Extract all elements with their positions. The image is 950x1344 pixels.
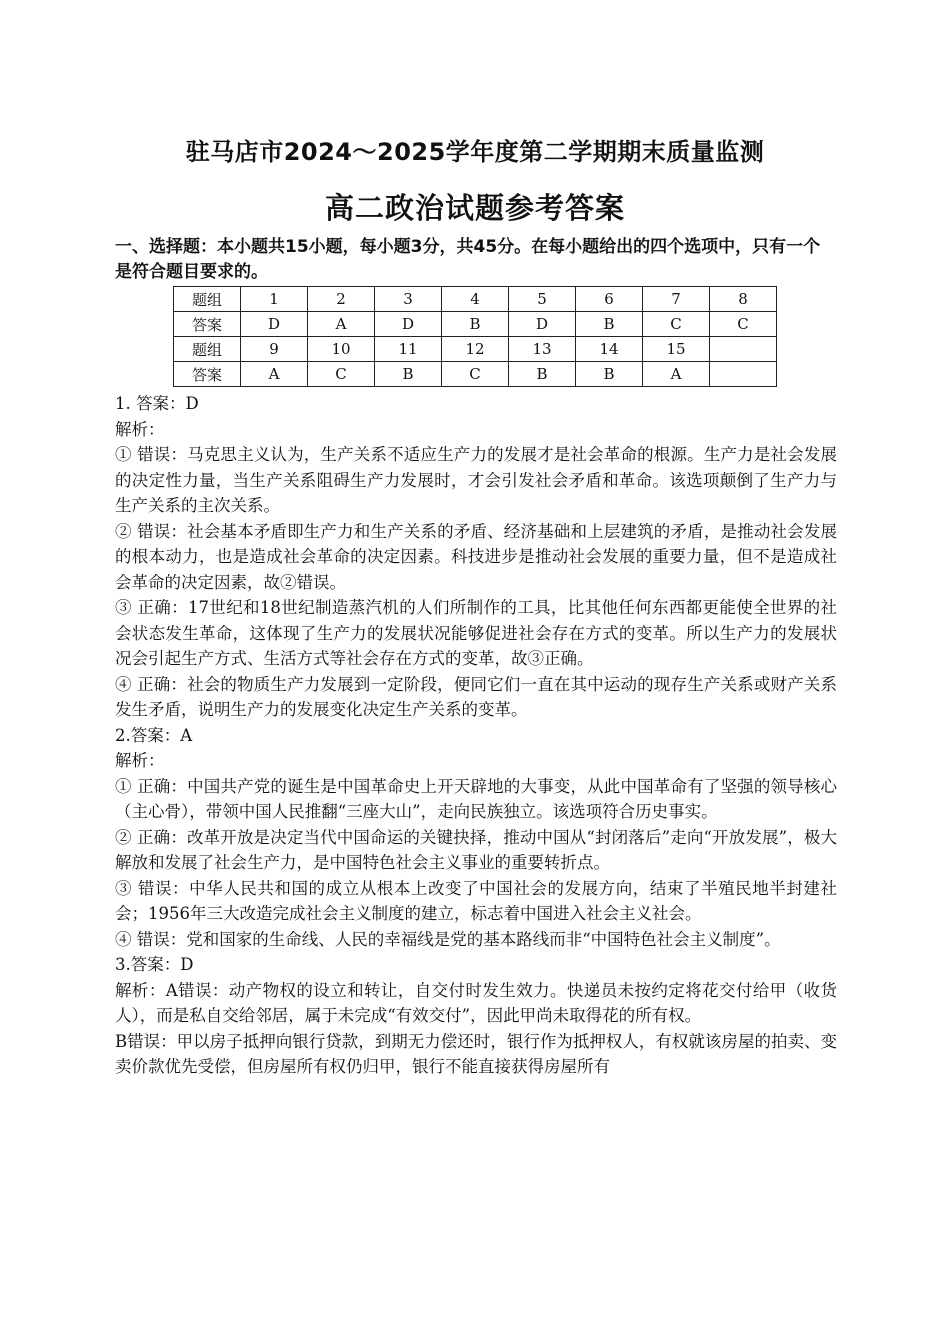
section-heading: 一、选择题：本小题共15小题，每小题3分，共45分。在每小题给出的四个选项中，只有一个是符合题目要求的。: [115, 237, 821, 282]
analysis-paragraph: ④ 错误：党和国家的生命线、人民的幸福线是党的基本路线而非“中国特色社会主义制度”。: [115, 929, 781, 949]
row-label: 答案: [174, 312, 241, 337]
analysis-label: 解析：: [115, 419, 165, 439]
table-cell: D: [375, 312, 442, 337]
table-cell: B: [509, 362, 576, 387]
table-cell: 5: [509, 287, 576, 312]
analysis-paragraph: B错误：甲以房子抵押向银行贷款，到期无力偿还时，银行作为抵押权人，有权就该房屋的拍卖、变卖价款优先受偿，但房屋所有权仍归甲，银行不能直接获得房屋所有: [115, 1031, 837, 1076]
table-cell: D: [241, 312, 308, 337]
table-cell: 15: [643, 337, 710, 362]
table-row: [174, 337, 777, 362]
table-cell: C: [710, 312, 777, 337]
analysis-paragraph: ② 正确：改革开放是决定当代中国命运的关键抉择，推动中国从“封闭落后”走向“开放发展”，极大解放和发展了社会生产力，是中国特色社会主义事业的重要转折点。: [115, 827, 837, 872]
answer-line-q2: 2.答案：A: [115, 725, 193, 745]
table-cell: A: [308, 312, 375, 337]
answer-line-q1: 1. 答案：D: [115, 394, 199, 413]
table-cell: B: [576, 312, 643, 337]
table-cell: C: [643, 312, 710, 337]
analysis-paragraph: ① 正确：中国共产党的诞生是中国革命史上开天辟地的大事变，从此中国革命有了坚强的领导核心（主心骨），带领中国人民推翻“三座大山”，走向民族独立。该选项符合历史事实。: [115, 776, 837, 821]
document-subtitle: 高二政治试题参考答案: [324, 191, 625, 225]
table-cell: 7: [643, 287, 710, 312]
table-cell: 2: [308, 287, 375, 312]
table-cell: 10: [308, 337, 375, 362]
table-cell: A: [643, 362, 710, 387]
table-cell: 3: [375, 287, 442, 312]
analysis-paragraph: ② 错误：社会基本矛盾即生产力和生产关系的矛盾、经济基础和上层建筑的矛盾，是推动社会发展的根本动力，也是造成社会革命的决定因素。科技进步是推动社会发展的重要力量，但不是造成社会革命的决定因素，故②错误。: [115, 521, 837, 592]
table-row: [174, 362, 777, 387]
analysis-paragraph: ① 错误：马克思主义认为，生产关系不适应生产力的发展才是社会革命的根源。生产力是社会发展的决定性力量，当生产关系阻碍生产力发展时，才会引发社会矛盾和革命。该选项颠倒了生产力与生产关系的主次关系。: [115, 445, 837, 515]
table-cell: B: [442, 312, 509, 337]
row-label: 答案: [174, 362, 241, 387]
table-cell: 11: [375, 337, 442, 362]
table-row: [174, 312, 777, 337]
explanations-body: [115, 391, 837, 1080]
answer-line-q3: 3.答案：D: [115, 955, 194, 974]
table-cell: C: [442, 362, 509, 387]
analysis-paragraph: ③ 错误：中华人民共和国的成立从根本上改变了中国社会的发展方向，结束了半殖民地半封建社会；1956年三大改造完成社会主义制度的建立，标志着中国进入社会主义社会。: [115, 878, 837, 923]
table-cell: 6: [576, 287, 643, 312]
table-cell: 1: [241, 287, 308, 312]
analysis-paragraph: 解析：A错误：动产物权的设立和转让，自交付时发生效力。快递员未按约定将花交付给甲（收货人），而是私自交给邻居，属于未完成“有效交付”，因此甲尚未取得花的所有权。: [115, 980, 837, 1025]
analysis-paragraph: ③ 正确：17世纪和18世纪制造蒸汽机的人们所制作的工具，比其他任何东西都更能使全世界的社会状态发生革命，这体现了生产力的发展状况能够促进社会存在方式的变革。所以生产力的发展状况会引起生产方式、生活方式等社会存在方式的变革，故③正确。: [115, 598, 837, 668]
table-cell: 12: [442, 337, 509, 362]
table-cell: C: [308, 362, 375, 387]
table-cell: 8: [710, 287, 777, 312]
table-cell: 13: [509, 337, 576, 362]
table-cell: [710, 337, 777, 362]
answer-table: [173, 286, 777, 387]
row-label: 题组: [174, 287, 241, 312]
table-cell: B: [576, 362, 643, 387]
table-cell: [710, 362, 777, 387]
table-row: [174, 287, 777, 312]
table-cell: B: [375, 362, 442, 387]
analysis-label: 解析：: [115, 751, 165, 770]
document-title: 驻马店市2024～2025学年度第二学期期末质量监测: [185, 138, 765, 166]
row-label: 题组: [174, 337, 241, 362]
table-cell: A: [241, 362, 308, 387]
table-cell: 14: [576, 337, 643, 362]
table-cell: 9: [241, 337, 308, 362]
table-cell: 4: [442, 287, 509, 312]
table-cell: D: [509, 312, 576, 337]
analysis-paragraph: ④ 正确：社会的物质生产力发展到一定阶段，便同它们一直在其中运动的现存生产关系或财产关系发生矛盾，说明生产力的发展变化决定生产关系的变革。: [115, 674, 837, 719]
